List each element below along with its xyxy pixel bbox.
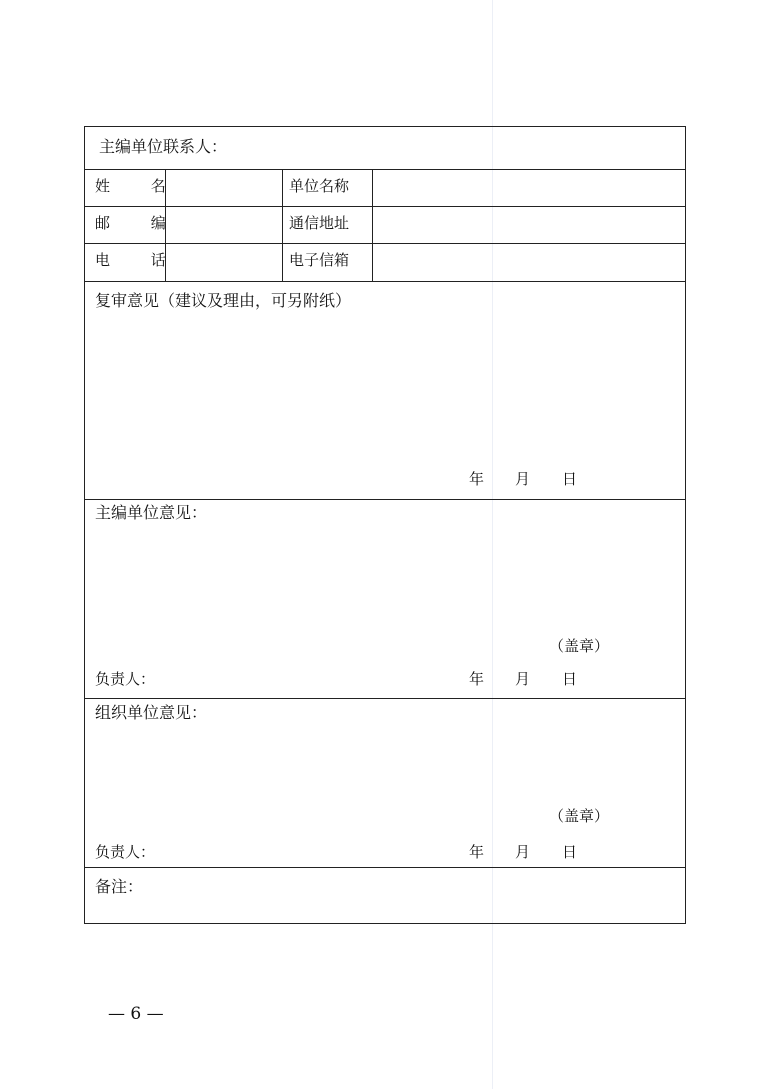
page-number: — 6 — <box>108 1004 164 1024</box>
postcode-field[interactable] <box>169 210 279 240</box>
row-divider <box>85 867 685 868</box>
address-label: 通信地址 <box>289 214 350 232</box>
editor-unit-responsible: 负责人： <box>95 670 156 688</box>
row-divider <box>85 698 685 699</box>
organizer-unit-month: 月 <box>515 843 531 861</box>
column-divider <box>282 169 283 281</box>
phone-field[interactable] <box>169 247 279 277</box>
organizer-unit-seal: （盖章） <box>549 807 610 825</box>
row-divider <box>85 169 685 170</box>
organizer-unit-title: 组织单位意见： <box>95 703 208 722</box>
postcode-label: 邮 编 <box>95 214 184 232</box>
editor-unit-year: 年 <box>469 670 485 688</box>
name-field[interactable] <box>169 173 279 203</box>
editor-unit-day: 日 <box>562 670 578 688</box>
editor-unit-seal: （盖章） <box>549 637 610 655</box>
editor-unit-month: 月 <box>515 670 531 688</box>
phone-label: 电 话 <box>95 251 184 269</box>
address-field[interactable] <box>376 210 681 240</box>
name-label: 姓 名 <box>95 177 184 195</box>
email-label: 电子信箱 <box>289 251 350 269</box>
organizer-unit-year: 年 <box>469 843 485 861</box>
row-divider <box>85 281 685 282</box>
review-day: 日 <box>562 470 578 488</box>
organizer-unit-day: 日 <box>562 843 578 861</box>
column-divider <box>372 169 373 281</box>
form-table <box>84 126 686 924</box>
unit-name-field[interactable] <box>376 173 681 203</box>
row-divider <box>85 499 685 500</box>
row-divider <box>85 243 685 244</box>
review-title: 复审意见（建议及理由，可另附纸） <box>95 291 352 310</box>
remarks-title: 备注： <box>95 877 144 896</box>
organizer-unit-responsible: 负责人： <box>95 843 156 861</box>
unit-name-label: 单位名称 <box>289 177 350 195</box>
row-divider <box>85 206 685 207</box>
editor-unit-title: 主编单位意见： <box>95 503 208 522</box>
review-month: 月 <box>515 470 531 488</box>
contact-header: 主编单位联系人： <box>99 137 228 156</box>
review-year: 年 <box>469 470 485 488</box>
email-field[interactable] <box>376 247 681 277</box>
